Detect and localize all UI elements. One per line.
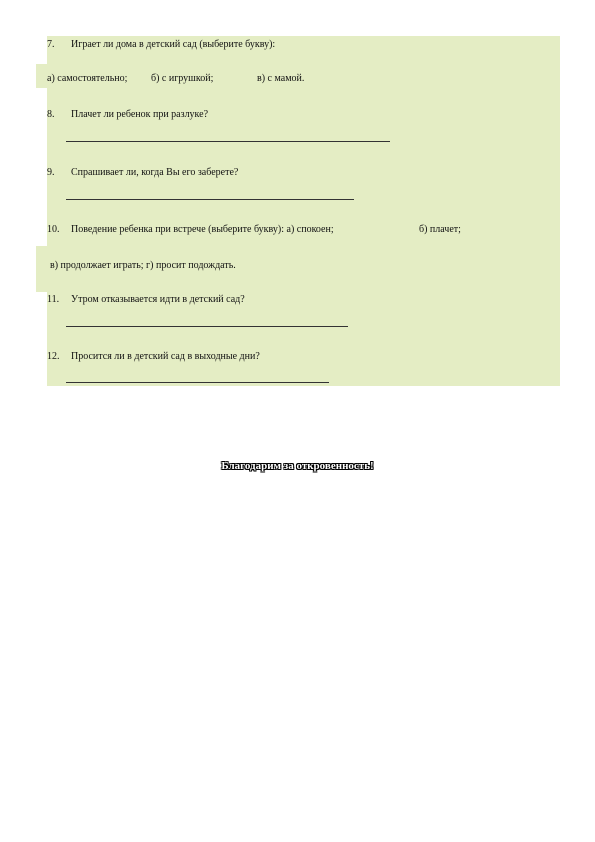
- question-9: [47, 167, 238, 179]
- thank-you-message: Благодарим за откровенность!: [221, 460, 374, 472]
- question-7-option-a: а) самостоятельно;: [47, 73, 128, 84]
- answer-line-11[interactable]: [66, 326, 348, 327]
- question-number: 7.: [47, 39, 55, 50]
- question-8: [47, 109, 208, 121]
- question-7: [47, 39, 275, 51]
- question-7-option-c: в) с мамой.: [257, 73, 305, 84]
- answer-line-12[interactable]: [66, 382, 329, 383]
- question-text: Поведение ребенка при встрече (выберите букву): а) спокоен;: [71, 224, 334, 235]
- question-text: Спрашивает ли, когда Вы его заберете?: [71, 167, 239, 178]
- question-text: Играет ли дома в детский сад (выберите букву):: [71, 39, 276, 50]
- question-number: 11.: [47, 294, 60, 305]
- question-number: 9.: [47, 167, 55, 178]
- question-11: [47, 294, 245, 306]
- question-10: [47, 224, 334, 236]
- question-7-option-b: б) с игрушкой;: [151, 73, 214, 84]
- answer-line-8[interactable]: [66, 141, 390, 142]
- question-text: Просится ли в детский сад в выходные дни?: [71, 351, 260, 362]
- highlight-block: [47, 36, 560, 386]
- question-number: 10.: [47, 224, 60, 235]
- question-text: Утром отказывается идти в детский сад?: [71, 294, 245, 305]
- question-10-continuation: в) продолжает играть; г) просит подождать.: [50, 260, 236, 271]
- question-number: 8.: [47, 109, 55, 120]
- question-10-option-b: б) плачет;: [419, 224, 461, 235]
- question-12: [47, 351, 260, 363]
- question-text: Плачет ли ребенок при разлуке?: [71, 109, 209, 120]
- question-number: 12.: [47, 351, 60, 362]
- answer-line-9[interactable]: [66, 199, 354, 200]
